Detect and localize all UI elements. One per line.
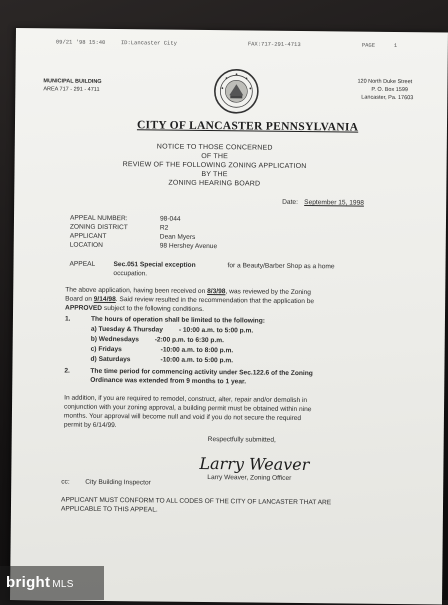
- footer-line1: APPLICANT MUST CONFORM TO ALL CODES OF THE CITY OF LANCASTER THAT ARE: [61, 496, 332, 507]
- hours-sat-label: d) Saturdays: [90, 355, 131, 364]
- review-line2-end: . Said review resulted in the recommendation that the application be: [115, 296, 315, 306]
- letterhead-right-line1: 120 North Duke Street: [357, 78, 413, 86]
- condition-1-number: 1.: [64, 315, 71, 323]
- addition-line3: months. Your approval will become null and void if you do not secure the required: [63, 412, 302, 423]
- footer-line2: APPLICABLE TO THIS APPEAL.: [60, 505, 158, 514]
- letterhead-right-line2: P. O. Box 1599: [371, 86, 408, 94]
- review-line3-end: subject to the following conditions.: [103, 304, 205, 313]
- appeal-number-value: 98-044: [159, 215, 181, 223]
- letterhead-left-line2: AREA 717 - 291 - 4711: [43, 86, 100, 93]
- review-line2: [65, 296, 314, 306]
- letterhead-left-line1: MUNICIPAL BUILDING: [43, 78, 102, 85]
- hours-fri-label: c) Fridays: [90, 345, 122, 354]
- hours-wed-label: b) Wednesdays: [90, 335, 140, 344]
- signature: Larry Weaver: [199, 453, 310, 475]
- review-line1-start: The above application, having been received on: [65, 286, 206, 295]
- notice-line4: BY THE: [201, 170, 228, 179]
- location-label: LOCATION: [69, 241, 103, 249]
- cc-value: City Building Inspector: [85, 478, 151, 487]
- respectfully-submitted: Respectfully submitted,: [207, 436, 276, 444]
- notice-line3: REVIEW OF THE FOLLOWING ZONING APPLICATION: [122, 161, 307, 171]
- city-seal-icon: [213, 68, 259, 114]
- letterhead-right-line3: Lancaster, Pa. 17603: [361, 94, 414, 102]
- appeal-label: APPEAL: [69, 260, 96, 268]
- fax-page-label: PAGE: [361, 41, 376, 49]
- zoning-district-value: R2: [159, 224, 169, 232]
- review-line1-end: , was reviewed by the Zoning: [225, 288, 311, 297]
- fax-id: ID:Lancaster City: [120, 39, 177, 47]
- appeal-text-line1: for a Beauty/Barber Shop as a home: [227, 262, 335, 271]
- review-line1: [65, 287, 311, 297]
- hours-fri-value: -10:00 a.m. to 8:00 p.m.: [160, 346, 234, 355]
- review-line3: [65, 305, 204, 313]
- date-value: September 15, 1998: [304, 199, 364, 207]
- review-date: 9/14/98: [93, 295, 116, 304]
- brightmls-watermark: [0, 566, 104, 600]
- condition-2-line2: Ordinance was extended from 9 months to 1 year.: [90, 376, 247, 386]
- appeal-number-label: APPEAL NUMBER:: [69, 214, 128, 223]
- review-line2-start: Board on: [65, 295, 92, 303]
- approved-text: APPROVED: [65, 304, 103, 312]
- cc-label: cc:: [61, 478, 70, 486]
- condition-2-number: 2.: [64, 367, 70, 375]
- addition-line2: conjunction with your zoning approval, a building permit must be obtained within nine: [63, 403, 312, 414]
- addition-line1: In addition, if you are required to remodel, construct, alter, repair and/or demolish in: [64, 394, 308, 405]
- condition-1-text: The hours of operation shall be limited to the following:: [90, 315, 265, 325]
- hours-wed-value: -2:00 p.m. to 6:30 p.m.: [154, 336, 225, 345]
- received-date: 8/3/98: [207, 288, 226, 296]
- notice-line1: NOTICE TO THOSE CONCERNED: [156, 143, 273, 152]
- signer-name-title: Larry Weaver, Zoning Officer: [207, 474, 292, 482]
- document-title: CITY OF LANCASTER PENNSYLVANIA: [136, 119, 359, 134]
- watermark-suffix: MLS: [52, 579, 74, 590]
- appeal-text-line2: occupation.: [113, 270, 148, 278]
- fax-number: FAX:717-291-4713: [247, 40, 301, 48]
- fax-datetime: 09/21 '98 15:40: [55, 38, 106, 46]
- location-value: 98 Hershey Avenue: [159, 242, 218, 251]
- notice-line5: ZONING HEARING BOARD: [168, 179, 261, 188]
- applicant-value: Dean Myers: [159, 233, 196, 241]
- zoning-district-label: ZONING DISTRICT: [69, 223, 128, 232]
- fax-page-number: 1: [393, 41, 398, 49]
- addition-line4: permit by 6/14/99.: [63, 421, 117, 430]
- zoning-notice-document: [10, 28, 448, 604]
- date-label: Date:: [282, 198, 298, 206]
- applicant-label: APPLICANT: [69, 232, 107, 240]
- appeal-section: Sec.051 Special exception: [113, 261, 196, 269]
- notice-line2: OF THE: [201, 152, 229, 161]
- condition-2-line1: The time period for commencing activity under Sec.122.6 of the Zoning: [90, 367, 313, 378]
- hours-tue-thu-label: a) Tuesday & Thursday: [90, 325, 163, 334]
- hours-sat-value: -10:00 a.m. to 5:00 p.m.: [160, 356, 234, 365]
- hours-tue-thu-value: - 10:00 a.m. to 5:00 p.m.: [178, 326, 254, 335]
- watermark-brand: bright: [6, 574, 51, 591]
